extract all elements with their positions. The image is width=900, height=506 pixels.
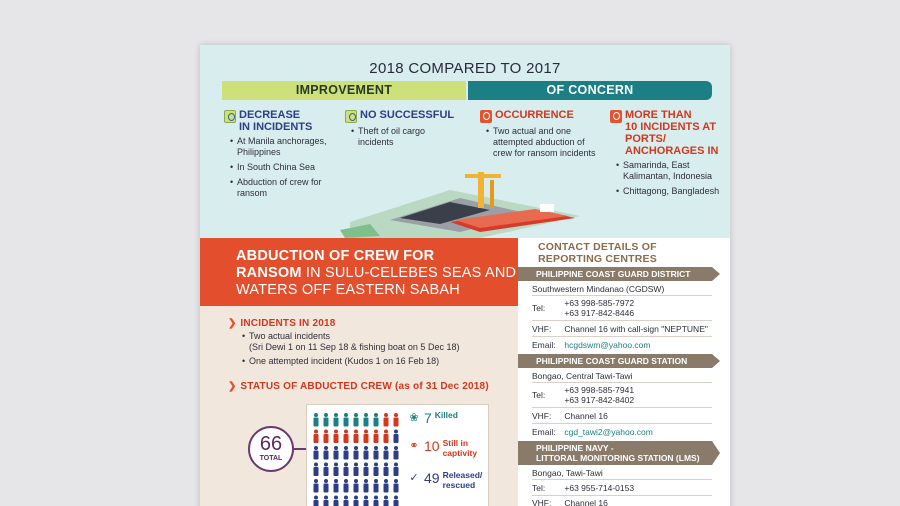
person-captive-icon bbox=[364, 430, 369, 444]
person-captive-icon bbox=[324, 430, 329, 444]
banner-line: ABDUCTION OF CREW FOR bbox=[236, 248, 435, 264]
list-item: • Samarinda, East Kalimantan, Indonesia bbox=[616, 160, 722, 182]
person-released-icon bbox=[354, 463, 359, 477]
person-released-icon bbox=[374, 496, 379, 506]
list-item: • Chittagong, Bangladesh bbox=[616, 186, 722, 197]
column-title-line: IN INCIDENTS bbox=[239, 121, 313, 133]
incidents-list bbox=[242, 331, 512, 370]
person-released-icon bbox=[344, 446, 349, 460]
vhf-label: VHF: bbox=[532, 498, 552, 506]
person-released-icon bbox=[344, 479, 349, 493]
contacts-title-line: CONTACT DETAILS OF bbox=[538, 241, 657, 253]
person-released-icon bbox=[364, 446, 369, 460]
person-released-icon bbox=[314, 446, 319, 460]
captivity-label-line: Still in bbox=[442, 438, 469, 448]
person-released-icon bbox=[394, 430, 399, 444]
status-heading: STATUS OF ABDUCTED CREW (as of 31 Dec 2018) bbox=[240, 381, 489, 392]
chevron-right-icon: ❯ bbox=[228, 381, 237, 392]
person-released-icon bbox=[384, 496, 389, 506]
released-icon: ✓ bbox=[409, 472, 419, 484]
person-killed-icon bbox=[324, 413, 329, 427]
person-released-icon bbox=[394, 446, 399, 460]
person-captive-icon bbox=[344, 430, 349, 444]
person-released-icon bbox=[384, 463, 389, 477]
person-released-icon bbox=[314, 479, 319, 493]
killed-label: Killed bbox=[434, 410, 458, 420]
person-killed-icon bbox=[344, 413, 349, 427]
banner-line: WATERS OFF EASTERN SABAH bbox=[236, 282, 460, 298]
handcuffs-icon: ⚭ bbox=[409, 440, 419, 452]
list-item: • One attempted incident (Kudos 1 on 16 Feb 18) bbox=[242, 356, 512, 367]
person-released-icon bbox=[324, 479, 329, 493]
person-released-icon bbox=[364, 496, 369, 506]
phone-number: +63 998-585-7972 bbox=[564, 298, 635, 308]
contact-details-section bbox=[518, 238, 730, 506]
tel-label: Tel: bbox=[532, 483, 546, 493]
person-released-icon bbox=[374, 479, 379, 493]
column-title-line: MORE THAN bbox=[625, 109, 692, 121]
person-released-icon bbox=[364, 463, 369, 477]
concern-badge-icon bbox=[480, 110, 492, 123]
person-released-icon bbox=[364, 479, 369, 493]
incident-detail: (Sri Dewi 1 on 11 Sep 18 & fishing boat on 5 Dec 18) bbox=[249, 342, 460, 352]
navy-header-line: PHILIPPINE NAVY - bbox=[536, 443, 614, 453]
phone-number: +63 955-714-0153 bbox=[564, 483, 635, 493]
person-released-icon bbox=[334, 479, 339, 493]
comparison-title: 2018 COMPARED TO 2017 bbox=[369, 60, 561, 77]
concern-badge-icon bbox=[610, 110, 622, 123]
vhf-label: VHF: bbox=[532, 324, 552, 334]
person-released-icon bbox=[354, 496, 359, 506]
released-label-line: rescued bbox=[442, 479, 476, 490]
released-count: 49 bbox=[424, 470, 440, 486]
navy-header-line: LITTORAL MONITORING STATION (LMS) bbox=[536, 453, 700, 463]
email-link[interactable]: hcgdswm@yahoo.com bbox=[564, 340, 651, 350]
concern-header: OF CONCERN bbox=[468, 81, 712, 100]
divider bbox=[532, 320, 712, 321]
person-captive-icon bbox=[314, 430, 319, 444]
pcg-district-location: Southwestern Mindanao (CGDSW) bbox=[532, 284, 665, 294]
incident-main: Two actual incidents bbox=[249, 331, 331, 341]
list-item: • Abduction of crew for ransom bbox=[230, 177, 342, 199]
phone-number: +63 998-585-7941 bbox=[564, 385, 635, 395]
incidents-heading: INCIDENTS IN 2018 bbox=[240, 318, 336, 329]
infographic-page bbox=[200, 45, 730, 506]
banner-text: IN SULU-CELEBES SEAS AND bbox=[301, 265, 517, 281]
person-released-icon bbox=[384, 446, 389, 460]
person-released-icon bbox=[324, 446, 329, 460]
column-title-line: DECREASE bbox=[239, 109, 301, 121]
person-killed-icon bbox=[354, 413, 359, 427]
email-link[interactable]: cgd_tawi2@yahoo.com bbox=[564, 427, 653, 437]
list-item: • At Manila anchorages, Philippines bbox=[230, 136, 342, 158]
abduction-banner bbox=[200, 238, 518, 306]
divider bbox=[532, 423, 712, 424]
crew-pictogram bbox=[311, 411, 401, 506]
pcg-district-header: PHILIPPINE COAST GUARD DISTRICT bbox=[518, 267, 712, 281]
pcg-station-header: PHILIPPINE COAST GUARD STATION bbox=[518, 354, 712, 368]
connector-line bbox=[294, 448, 306, 450]
list-item: • Theft of oil cargo incidents bbox=[351, 126, 463, 148]
released-legend bbox=[407, 471, 482, 490]
person-captive-icon bbox=[334, 430, 339, 444]
pcg-station-location: Bongao, Central Tawi-Tawi bbox=[532, 371, 633, 381]
incidents-section bbox=[200, 306, 518, 506]
divider bbox=[532, 495, 712, 496]
total-number: 66 bbox=[259, 433, 283, 455]
total-label: TOTAL bbox=[259, 455, 283, 462]
tel-label: Tel: bbox=[532, 303, 546, 313]
person-released-icon bbox=[374, 463, 379, 477]
person-released-icon bbox=[354, 446, 359, 460]
person-released-icon bbox=[384, 479, 389, 493]
person-released-icon bbox=[324, 496, 329, 506]
phone-number: +63 917-842-8446 bbox=[564, 308, 635, 318]
person-captive-icon bbox=[374, 430, 379, 444]
person-captive-icon bbox=[354, 430, 359, 444]
vhf-channel: Channel 16 with call-sign "NEPTUNE" bbox=[564, 324, 708, 334]
person-released-icon bbox=[314, 496, 319, 506]
killed-legend bbox=[407, 411, 458, 426]
person-killed-icon bbox=[334, 413, 339, 427]
tel-label: Tel: bbox=[532, 390, 546, 400]
decrease-in-incidents-column bbox=[224, 109, 342, 203]
phone-number: +63 917-842-8402 bbox=[564, 395, 635, 405]
killed-count: 7 bbox=[424, 410, 432, 426]
vhf-channel: Channel 16 bbox=[564, 411, 608, 421]
list-item: • In South China Sea bbox=[230, 162, 342, 173]
person-released-icon bbox=[334, 463, 339, 477]
improvement-badge-icon bbox=[224, 110, 236, 123]
column-title-line: NO SUCCESSFUL bbox=[360, 109, 455, 121]
person-released-icon bbox=[394, 479, 399, 493]
divider bbox=[532, 336, 712, 337]
person-released-icon bbox=[344, 463, 349, 477]
navy-location: Bongao, Tawi-Tawi bbox=[532, 468, 603, 478]
person-released-icon bbox=[354, 479, 359, 493]
person-released-icon bbox=[314, 463, 319, 477]
port-ship-illustration bbox=[330, 170, 590, 238]
vhf-label: VHF: bbox=[532, 411, 552, 421]
divider bbox=[532, 479, 712, 480]
captivity-count: 10 bbox=[424, 438, 440, 454]
person-released-icon bbox=[344, 496, 349, 506]
killed-icon: ❀ bbox=[409, 412, 419, 424]
person-killed-icon bbox=[364, 413, 369, 427]
column-title-line: 10 INCIDENTS AT PORTS/ ANCHORAGES IN bbox=[625, 121, 719, 157]
list-item bbox=[242, 331, 512, 353]
occurrence-column bbox=[480, 109, 598, 163]
person-captive-icon bbox=[384, 430, 389, 444]
person-released-icon bbox=[334, 496, 339, 506]
more-than-10-incidents-column bbox=[610, 109, 722, 201]
divider bbox=[532, 407, 712, 408]
person-released-icon bbox=[394, 496, 399, 506]
person-released-icon bbox=[334, 446, 339, 460]
captivity-label-line: captivity bbox=[442, 447, 478, 458]
comparison-section bbox=[200, 45, 730, 238]
person-captive-icon bbox=[384, 413, 389, 427]
email-label: Email: bbox=[532, 340, 556, 350]
contacts-title-line: REPORTING CENTRES bbox=[538, 253, 657, 265]
captivity-legend bbox=[407, 439, 477, 458]
divider bbox=[532, 295, 712, 296]
released-label-line: Released/ bbox=[442, 470, 483, 480]
total-circle bbox=[248, 426, 294, 472]
vhf-channel: Channel 16 bbox=[564, 498, 608, 506]
column-title-line: OCCURRENCE bbox=[495, 109, 574, 121]
improvement-badge-icon bbox=[345, 110, 357, 123]
list-item: • Two actual and one attempted abduction of crew for ransom incidents bbox=[486, 126, 598, 159]
person-released-icon bbox=[324, 463, 329, 477]
person-released-icon bbox=[394, 463, 399, 477]
person-captive-icon bbox=[394, 413, 399, 427]
person-released-icon bbox=[374, 446, 379, 460]
divider bbox=[532, 382, 712, 383]
chevron-right-icon: ❯ bbox=[228, 318, 237, 329]
person-killed-icon bbox=[314, 413, 319, 427]
person-killed-icon bbox=[374, 413, 379, 427]
improvement-header: IMPROVEMENT bbox=[222, 81, 466, 100]
no-successful-column bbox=[345, 109, 463, 152]
email-label: Email: bbox=[532, 427, 556, 437]
banner-word: RANSOM bbox=[236, 265, 302, 281]
crew-status-panel bbox=[306, 404, 489, 506]
